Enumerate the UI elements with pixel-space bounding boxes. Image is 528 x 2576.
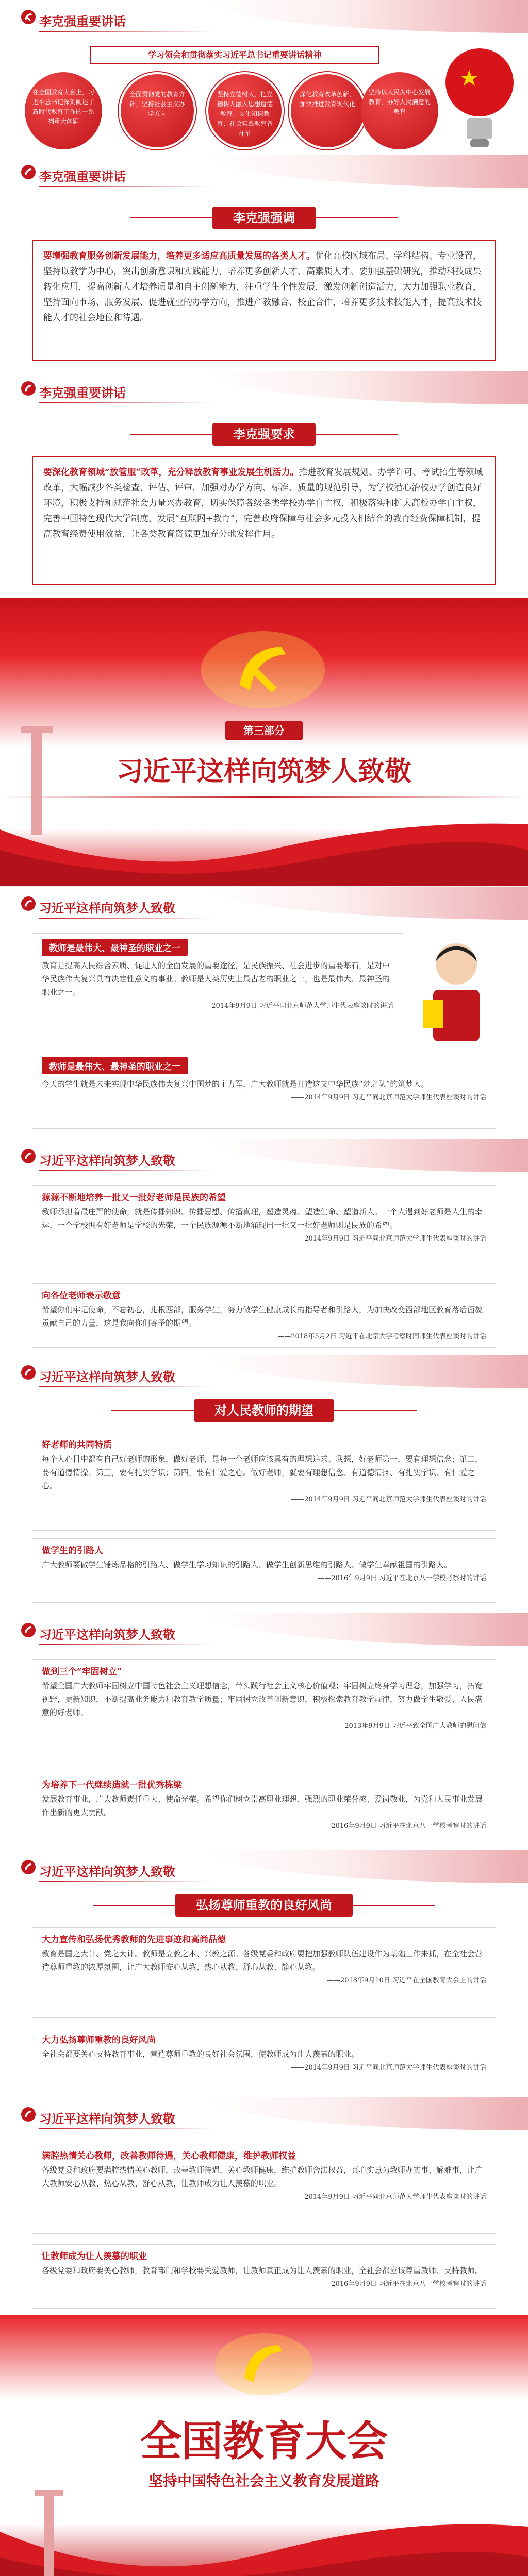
card-heading: 满腔热情关心教师，改善教师待遇，关心教师健康，维护教师权益 xyxy=(42,2151,296,2161)
section-title: 习近平这样向筑梦人致敬 xyxy=(39,1864,175,1879)
circle-3: 坚持立德树人，把立德树人融入思想道德教育、文化知识教育、社会实践教育各环节 xyxy=(206,72,284,149)
pill-heading: 李克强要求 xyxy=(212,423,316,446)
pill-heading: 对人民教师的期望 xyxy=(194,1399,334,1422)
quote-card-1 xyxy=(32,2144,496,2234)
section-underline xyxy=(39,1644,214,1645)
card-heading: 教师是最伟大、最神圣的职业之一 xyxy=(42,1057,188,1074)
quote-card-2 xyxy=(32,1538,496,1603)
quote-card-2 xyxy=(32,2028,496,2087)
huabiao-icon xyxy=(0,716,82,840)
hammer-sickle-icon xyxy=(21,9,36,25)
hammer-sickle-icon xyxy=(21,1365,36,1380)
quote-body: 推进教育发展规划、办学许可、考试招生等领域改革，大幅减少各类检查、评估、评审，加强对办学方向、标准、质量的规范引导，为学校潜心治校办学创造良好环境，积极支持和规范社会力量兴办教育，切实保障各级各类学校办学自主权，积极落实和扩大高校办学自主权，完善中国特色现代大学制度，发展“互联网+教育”，完善政府保障与社会多元投入相结合的教育经费保障机制，提高教育经费使用效益，让各类教育资源更加充分地发挥作用。 xyxy=(43,467,483,539)
card-body: 各级党委和政府要关心教师，教育部门和学校要关爱教师，让教师真正成为让人羡慕的职业，全社会都应该尊重教师、支持教师。 xyxy=(42,2266,483,2275)
circle-2: 全面贯彻党的教育方针，坚持社会主义办学方向 xyxy=(119,72,196,149)
card-source: ——2016年9月9日 习近平在北京八一学校考察时的讲话 xyxy=(318,1574,486,1582)
red-bulb-icon xyxy=(443,46,516,155)
party-emblem-icon xyxy=(212,2331,316,2398)
card-source: ——2013年9月9日 习近平致全国广大教师的慰问信 xyxy=(331,1722,486,1730)
hammer-sickle-icon xyxy=(21,2107,36,2122)
slide-8 xyxy=(0,1613,528,1850)
quote-card-1 xyxy=(32,933,403,1041)
card-body: 希望你们牢记使命，不忘初心，扎根西部，服务学生，努力做学生健康成长的指导者和引路人，为加快改变西部地区教育落后面貌贡献自己的力量，这是我向你们寄予的期望。 xyxy=(42,1305,483,1328)
quote-card-2 xyxy=(32,2244,496,2309)
hammer-sickle-icon xyxy=(21,1859,36,1875)
card-body: 各级党委和政府要满腔热情关心教师，改善教师待遇，关心教师健康，维护教师合法权益，真心实意为教师办实事、解难事，让广大教师安心从教、热心从教、舒心从教，让教师成为让人羡慕的职业。 xyxy=(42,2165,483,2188)
quote-body: 优化高校区域布局、学科结构、专业设置，坚持以教学为中心，突出创新意识和实践能力，培养更多创新人才、高素质人才。要加强基础研究，推动科技成果转化应用，提高创新人才培养质量和自主创新能力，注重学生个性发展，激发创新创造活力，大力加强职业教育，坚持面向市场、服务发展、促进就业的办学方向，推进产教融合、校企合作，培养更多技术技能人才，提高技术技能人才的社会地位和待遇。 xyxy=(43,251,482,323)
card-heading: 好老师的共同特质 xyxy=(42,1440,112,1450)
card-body: 希望全国广大教师牢固树立中国特色社会主义理想信念，带头践行社会主义核心价值观；牢固树立终身学习理念，加强学习，拓宽视野，更新知识，不断提高业务能力和教育教学质量；牢固树立改革创新意识，积极探索教育教学规律，努力做学生敬爱、人民满意的好老师。 xyxy=(42,1681,483,1717)
card-source: ——2016年9月9日 习近平在北京八一学校考察时的讲话 xyxy=(318,2280,486,2288)
card-body: 广大教师要做学生锤炼品格的引路人、做学生学习知识的引路人、做学生创新思维的引路人、做学生奉献祖国的引路人。 xyxy=(42,1560,452,1569)
quote-card-2 xyxy=(32,1773,496,1842)
card-source: ——2014年9月9日 习近平同北京师范大学师生代表座谈时的讲话 xyxy=(291,2064,486,2072)
section-underline xyxy=(39,1386,214,1387)
section-underline xyxy=(39,186,214,187)
hammer-sickle-icon xyxy=(21,381,36,396)
hammer-sickle-icon xyxy=(21,1622,36,1638)
party-emblem-icon xyxy=(199,629,327,711)
card-source: ——2018年5月2日 习近平在北京大学考察时同师生代表座谈时的讲话 xyxy=(277,1333,486,1341)
part-cover xyxy=(0,598,528,886)
slide-10 xyxy=(0,2097,528,2315)
card-heading: 源源不断地培养一批又一批好老师是民族的希望 xyxy=(42,1193,226,1203)
section-title: 习近平这样向筑梦人致敬 xyxy=(39,1153,175,1168)
section-title: 李克强重要讲话 xyxy=(39,385,126,400)
card-heading: 大力宣传和弘扬优秀教师的先进事迹和高尚品德 xyxy=(42,1935,226,1945)
section-underline xyxy=(39,1881,214,1882)
ending-slide xyxy=(0,2315,528,2576)
section-title: 习近平这样向筑梦人致敬 xyxy=(39,1369,175,1384)
part-title: 习近平这样向筑梦人致敬 xyxy=(116,756,411,787)
ending-subtitle: 坚持中国特色社会主义教育发展道路 xyxy=(148,2472,380,2489)
quote-card-1 xyxy=(32,1659,496,1762)
card-heading: 做学生的引路人 xyxy=(42,1546,103,1556)
card-source: ——2014年9月9日 习近平同北京师范大学师生代表座谈时的讲话 xyxy=(291,2193,486,2201)
circle-4: 深化教育改革创新，加快推进教育现代化 xyxy=(289,72,366,149)
hammer-sickle-icon xyxy=(21,1148,36,1164)
card-body: 今天的学生就是未来实现中华民族伟大复兴中国梦的主力军，广大教师就是打造这支中华民族“梦之队”的筑梦人。 xyxy=(42,1079,429,1089)
quote-box xyxy=(32,240,496,361)
section-title: 李克强重要讲话 xyxy=(39,14,126,29)
card-body: 教师承担着最庄严的使命，就是传播知识、传播思想、传播真理，塑造灵魂、塑造生命、塑造新人。一个人遇到好老师是人生的幸运，一个学校拥有好老师是学校的光荣，一个民族源源不断地涌现出一批又一批好老师则是民族的希望。 xyxy=(42,1207,483,1230)
card-source: ——2014年9月9日 习近平同北京师范大学师生代表座谈时的讲话 xyxy=(198,1002,393,1010)
quote-card-2 xyxy=(32,1052,496,1129)
quote-box xyxy=(32,456,496,585)
teacher-illustration-icon xyxy=(412,933,500,1046)
slide-6 xyxy=(0,1139,528,1355)
huabiao-icon xyxy=(15,2485,88,2576)
circle-1: 在全国教育大会上，习近平总书记深刻阐述了新时代教育工作的一系列重大问题 xyxy=(25,72,102,149)
quote-card-1 xyxy=(32,1185,496,1273)
card-body: 全社会都要关心支持教育事业，营造尊师重教的良好社会氛围，使教师成为让人羡慕的职业。 xyxy=(42,2049,359,2059)
section-underline xyxy=(39,918,214,919)
section-title: 习近平这样向筑梦人致敬 xyxy=(39,901,175,916)
card-heading: 大力弘扬尊师重教的良好风尚 xyxy=(42,2035,156,2045)
section-underline xyxy=(39,402,214,403)
card-source: ——2018年9月10日 习近平在全国教育大会上的讲话 xyxy=(326,1977,486,1985)
hammer-sickle-icon xyxy=(21,164,36,180)
card-source: ——2014年9月9日 习近平同北京师范大学师生代表座谈时的讲话 xyxy=(291,1496,486,1503)
card-heading: 为培养下一代继续造就一批优秀栋梁 xyxy=(42,1780,182,1790)
pill-heading: 弘扬尊师重教的良好风尚 xyxy=(175,1894,353,1917)
section-title: 李克强重要讲话 xyxy=(39,169,126,184)
section-underline xyxy=(39,1170,214,1171)
slide-3 xyxy=(0,371,528,598)
slide-1 xyxy=(0,0,528,155)
card-body: 发展教育事业，广大教师责任重大、使命光荣。希望你们树立崇高职业理想、强烈的职业荣誉感、爱岗敬业，为党和人民事业发展作出新的更大贡献。 xyxy=(42,1794,483,1817)
quote-card-1 xyxy=(32,1927,496,2018)
quote-card-1 xyxy=(32,1433,496,1531)
slide-5 xyxy=(0,886,528,1139)
slide-7 xyxy=(0,1355,528,1613)
section-title: 习近平这样向筑梦人致敬 xyxy=(39,2111,175,2126)
card-body: 教育是提高人民综合素质、促进人的全面发展的重要途径，是民族振兴、社会进步的重要基石，是对中华民族伟大复兴具有决定性意义的事业。教师是人类历史上最古老的职业之一，也是最伟大、最神圣的职业之一。 xyxy=(42,961,390,997)
pill-heading: 李克强强调 xyxy=(212,207,316,229)
card-heading: 做到三个“牢固树立” xyxy=(42,1667,122,1677)
banner: 学习领会和贯彻落实习近平总书记重要讲话精神 xyxy=(90,46,379,64)
card-body: 教育是国之大计、党之大计。教师是立教之本、兴教之源。各级党委和政府要把加强教师队伍建设作为基础工作来抓，在全社会营造尊师重教的浓厚氛围，让广大教师安心从教、热心从教、舒心从教、静心从教。 xyxy=(42,1949,483,1972)
card-heading: 让教师成为让人羡慕的职业 xyxy=(42,2251,147,2262)
circle-5: 坚持以人民为中心发展教育，办好人民满意的教育 xyxy=(361,72,438,149)
card-source: ——2014年9月9日 习近平同北京师范大学师生代表座谈时的讲话 xyxy=(291,1094,486,1101)
quote-lead: 要深化教育领域“放管服”改革，充分释放教育事业发展生机活力。 xyxy=(43,467,299,478)
card-source: ——2014年9月9日 习近平同北京师范大学师生代表座谈时的讲话 xyxy=(291,1235,486,1243)
slide-2 xyxy=(0,155,528,371)
ending-title: 全国教育大会 xyxy=(140,2417,388,2465)
hammer-sickle-icon xyxy=(21,896,36,911)
section-underline xyxy=(39,31,214,32)
card-heading: 教师是最伟大、最神圣的职业之一 xyxy=(42,939,188,956)
card-heading: 向各位老师表示敬意 xyxy=(42,1291,121,1301)
quote-card-2 xyxy=(32,1283,496,1348)
quote-lead: 要增强教育服务创新发展能力，培养更多适应高质量发展的各类人才。 xyxy=(43,251,315,261)
card-body: 每个人心目中都有自己好老师的形象，做好老师，是每一个老师应该具有的理想追求。我想，好老师第一，要有理想信念；第二，要有道德情操；第三，要有扎实学识；第四，要有仁爱之心。做好老师，就要有理想信念、有道德情操、有扎实学识、有仁爱之心。 xyxy=(42,1454,483,1490)
section-title: 习近平这样向筑梦人致敬 xyxy=(39,1627,175,1642)
section-underline xyxy=(39,2128,214,2129)
part-badge: 第三部分 xyxy=(225,721,303,740)
slide-9 xyxy=(0,1850,528,2097)
card-source: ——2016年9月9日 习近平在北京八一学校考察时的讲话 xyxy=(318,1822,486,1830)
